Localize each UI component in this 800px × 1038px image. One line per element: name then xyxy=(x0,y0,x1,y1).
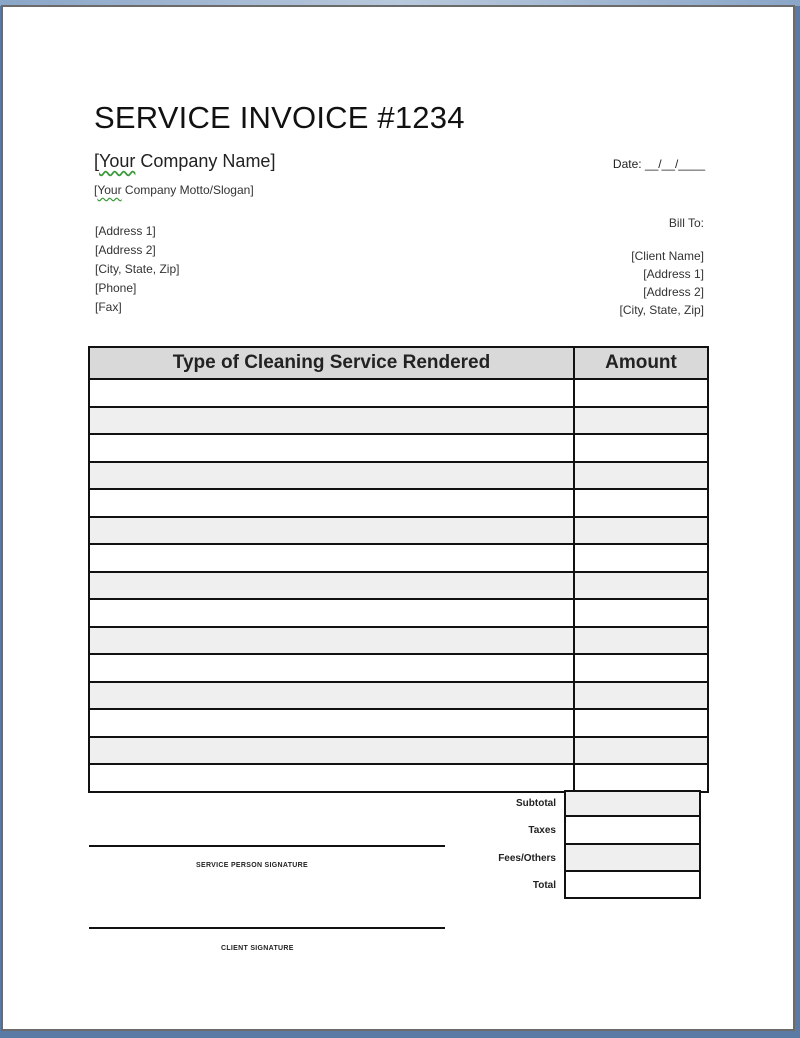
table-row xyxy=(89,489,708,517)
fax[interactable]: [Fax] xyxy=(95,300,122,314)
total-label: Total xyxy=(532,880,556,892)
client-address-block xyxy=(620,247,704,319)
fees-value[interactable] xyxy=(564,845,701,872)
company-name[interactable] xyxy=(94,151,275,172)
service-cell[interactable] xyxy=(89,764,574,792)
bill-to-label: Bill To: xyxy=(668,216,704,230)
table-row xyxy=(89,572,708,600)
company-address-block xyxy=(95,222,179,317)
client-signature-label: CLIENT SIGNATURE xyxy=(221,945,294,952)
service-cell[interactable] xyxy=(89,654,574,682)
amount-cell[interactable] xyxy=(574,434,708,462)
subtotal-value[interactable] xyxy=(564,790,701,817)
city-state-zip[interactable]: [City, State, Zip] xyxy=(95,262,180,276)
service-cell[interactable] xyxy=(89,517,574,545)
address-line-1[interactable]: [Address 1] xyxy=(95,224,156,238)
table-row xyxy=(89,627,708,655)
services-table xyxy=(88,346,709,793)
amount-cell[interactable] xyxy=(574,572,708,600)
address-line-2[interactable]: [Address 2] xyxy=(95,243,156,257)
service-cell[interactable] xyxy=(89,544,574,572)
table-row xyxy=(89,737,708,765)
company-name-spellcheck-word[interactable]: Your xyxy=(99,151,136,171)
table-row xyxy=(89,434,708,462)
service-cell[interactable] xyxy=(89,682,574,710)
motto-rest: Company Motto/Slogan] xyxy=(121,183,254,197)
phone[interactable]: [Phone] xyxy=(95,281,137,295)
table-row xyxy=(89,462,708,490)
table-row xyxy=(89,599,708,627)
subtotal-label: Subtotal xyxy=(516,798,556,810)
taxes-label: Taxes xyxy=(528,825,556,837)
table-row xyxy=(89,682,708,710)
amount-cell[interactable] xyxy=(574,517,708,545)
table-header-row xyxy=(89,347,708,379)
amount-cell[interactable] xyxy=(574,407,708,435)
amount-cell[interactable] xyxy=(574,379,708,407)
service-cell[interactable] xyxy=(89,627,574,655)
fees-label: Fees/Others xyxy=(498,852,556,864)
motto-bracket: [ xyxy=(94,183,98,197)
client-name[interactable]: [Client Name] xyxy=(631,249,704,263)
service-cell[interactable] xyxy=(89,709,574,737)
table-row xyxy=(89,517,708,545)
client-city-state-zip[interactable]: [City, State, Zip] xyxy=(619,303,704,317)
service-cell[interactable] xyxy=(89,407,574,435)
client-address-2[interactable]: [Address 2] xyxy=(643,285,704,299)
amount-cell[interactable] xyxy=(574,489,708,517)
invoice-title: SERVICE INVOICE #1234 xyxy=(94,100,465,135)
service-person-signature-line[interactable] xyxy=(89,845,445,847)
totals-summary xyxy=(440,790,709,899)
service-cell[interactable] xyxy=(89,489,574,517)
table-row xyxy=(89,709,708,737)
service-cell[interactable] xyxy=(89,599,574,627)
client-address-1[interactable]: [Address 1] xyxy=(643,267,704,281)
amount-cell[interactable] xyxy=(574,654,708,682)
company-name-rest: Company Name] xyxy=(135,151,276,171)
table-row xyxy=(89,379,708,407)
taxes-value[interactable] xyxy=(564,817,701,844)
service-cell[interactable] xyxy=(89,462,574,490)
service-cell[interactable] xyxy=(89,737,574,765)
service-cell[interactable] xyxy=(89,434,574,462)
service-person-signature-label: SERVICE PERSON SIGNATURE xyxy=(196,862,308,869)
service-cell[interactable] xyxy=(89,572,574,600)
motto-spellcheck-word[interactable]: Your xyxy=(97,183,122,197)
table-row xyxy=(89,544,708,572)
fees-row xyxy=(440,845,709,872)
table-row xyxy=(89,654,708,682)
service-cell[interactable] xyxy=(89,379,574,407)
total-value[interactable] xyxy=(564,872,701,899)
amount-cell[interactable] xyxy=(574,737,708,765)
header-service-type: Type of Cleaning Service Rendered xyxy=(89,347,574,379)
amount-cell[interactable] xyxy=(574,709,708,737)
taxes-row xyxy=(440,817,709,844)
date-field[interactable]: Date: __/__/____ xyxy=(612,157,705,171)
table-row xyxy=(89,764,708,792)
amount-cell[interactable] xyxy=(574,627,708,655)
amount-cell[interactable] xyxy=(574,599,708,627)
amount-cell[interactable] xyxy=(574,462,708,490)
company-motto[interactable] xyxy=(94,183,254,197)
subtotal-row xyxy=(440,790,709,817)
total-row xyxy=(440,872,709,899)
amount-cell[interactable] xyxy=(574,682,708,710)
table-row xyxy=(89,407,708,435)
client-signature-line[interactable] xyxy=(89,927,445,929)
amount-cell[interactable] xyxy=(574,764,708,792)
amount-cell[interactable] xyxy=(574,544,708,572)
company-name-bracket: [ xyxy=(94,151,100,171)
header-amount: Amount xyxy=(574,347,708,379)
